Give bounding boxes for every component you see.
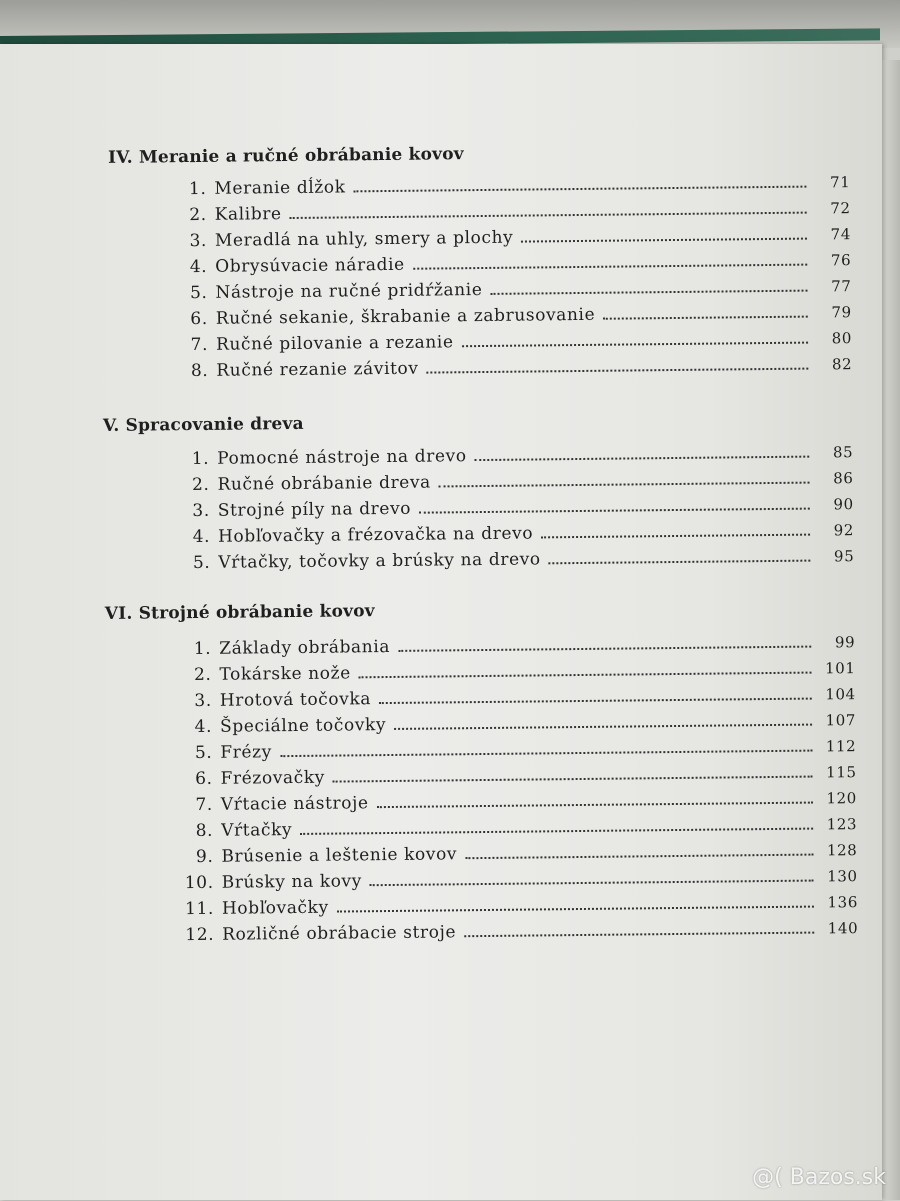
leader-dots [413,264,807,270]
entry-page-number: 128 [826,841,858,860]
entry-label: Vŕtacie nástroje [220,793,369,815]
leader-dots [377,802,813,809]
leader-dots [427,368,809,374]
leader-dots [337,906,814,913]
entry-label: Tokárske nože [219,663,351,685]
entry-label: Meradlá na uhly, smery a plochy [214,227,514,251]
entry-label: Frézovačky [220,767,326,789]
entry-number: 8. [195,820,214,842]
entry-page-number: 86 [833,469,854,488]
leader-dots [300,828,813,835]
entry-label: Frézy [220,742,272,763]
leader-dots [490,290,807,295]
entry-number: 3. [192,500,210,522]
entry-page-number: 136 [827,893,859,912]
entry-number: 7. [195,794,213,816]
entry-page-number: 115 [826,763,857,782]
entry-number: 4. [189,256,208,278]
entry-label: Vŕtačky [221,820,293,841]
entry-page-number: 95 [833,547,855,566]
leader-dots [465,854,813,860]
leader-dots [354,186,807,193]
leader-dots [464,932,814,938]
entry-page-number: 99 [834,633,856,652]
entry-page-number: 101 [824,659,856,678]
entry-label: Pomocné nástroje na drevo [217,446,467,469]
entry-page-number: 72 [830,199,851,218]
entry-label: Ručné sekanie, škrabanie a zabrusovanie [215,304,596,329]
entry-page-number: 71 [829,173,851,192]
entry-number: 1. [188,178,207,200]
leader-dots [541,534,810,539]
entry-number: 1. [191,448,210,470]
entry-page-number: 90 [833,495,854,514]
entry-page-number: 82 [831,355,853,374]
entry-number: 3. [189,230,208,252]
entry-page-number: 123 [826,815,858,834]
entry-label: Obrysúvacie náradie [215,254,405,277]
leader-dots [370,880,814,887]
leader-dots [394,724,812,730]
entry-number: 9. [195,846,214,868]
leader-dots [462,342,808,348]
entry-label: Hobľovačky a frézovačka na drevo [217,523,534,547]
entry-number: 4. [194,716,213,738]
entry-label: Rozličné obrábacie stroje [222,922,457,945]
entry-label: Strojné píly na drevo [217,498,412,521]
section-title-v: V. Spracovanie dreva [102,413,304,436]
entry-number: 8. [190,360,209,382]
entry-label: Brúsky na kovy [221,871,363,893]
entry-label: Nástroje na ručné pridŕžanie [215,280,483,303]
entry-page-number: 92 [833,521,855,540]
entry-number: 4. [192,526,211,548]
entry-label: Vŕtačky, točovky a brúsky na drevo [218,549,541,573]
entry-page-number: 85 [832,443,854,462]
entry-page-number: 74 [830,225,852,244]
entry-number: 2. [191,474,210,496]
entry-page-number: 76 [830,251,852,270]
entry-page-number: 80 [831,329,853,348]
entry-page-number: 140 [827,919,859,938]
entry-number: 11. [185,898,215,920]
entry-label: Ručné pilovanie a rezanie [215,332,454,355]
entry-number: 12. [185,924,215,946]
leader-dots [280,750,812,758]
entry-label: Hobľovačky [221,897,329,919]
entry-page-number: 104 [825,685,856,704]
entry-number: 5. [189,282,208,304]
leader-dots [475,456,810,462]
entry-number: 5. [192,552,211,574]
entry-number: 2. [189,204,207,226]
entry-label: Meranie dĺžok [214,177,346,199]
entry-number: 5. [194,742,213,764]
leader-dots [398,646,811,652]
entry-label: Špeciálne točovky [219,715,387,737]
leader-dots [290,212,807,219]
entry-label: Ručné obrábanie dreva [217,472,431,495]
entry-label: Ručné rezanie závitov [216,358,419,381]
leader-dots [379,698,812,705]
leader-dots [521,238,807,243]
entry-label: Základy obrábania [219,636,391,659]
section-title-iv: IV. Meranie a ručné obrábanie kovov [107,144,464,168]
entry-page-number: 79 [831,303,852,322]
entry-number: 7. [190,334,209,356]
leader-dots [359,672,812,679]
entry-number: 1. [193,638,212,660]
entry-number: 3. [194,690,212,712]
leader-dots [333,776,813,783]
entry-page-number: 112 [825,737,857,756]
watermark-text: @( Bazos.sk [752,1165,886,1190]
entry-page-number: 77 [831,277,852,296]
entry-number: 6. [195,768,213,790]
leader-dots [439,482,810,488]
entry-number: 2. [193,664,212,686]
entry-number: 10. [184,872,214,894]
section-title-vi: VI. Strojné obrábanie kovov [104,601,375,624]
leader-dots [603,316,808,320]
entry-page-number: 130 [827,867,858,886]
entry-page-number: 120 [826,789,857,808]
entry-label: Brúsenie a leštenie kovov [221,844,458,867]
entry-label: Hrotová točovka [219,689,372,711]
leader-dots [549,560,811,565]
entry-label: Kalibre [214,204,282,225]
entry-number: 6. [190,308,208,330]
entry-page-number: 107 [825,711,857,730]
leader-dots [419,508,810,514]
